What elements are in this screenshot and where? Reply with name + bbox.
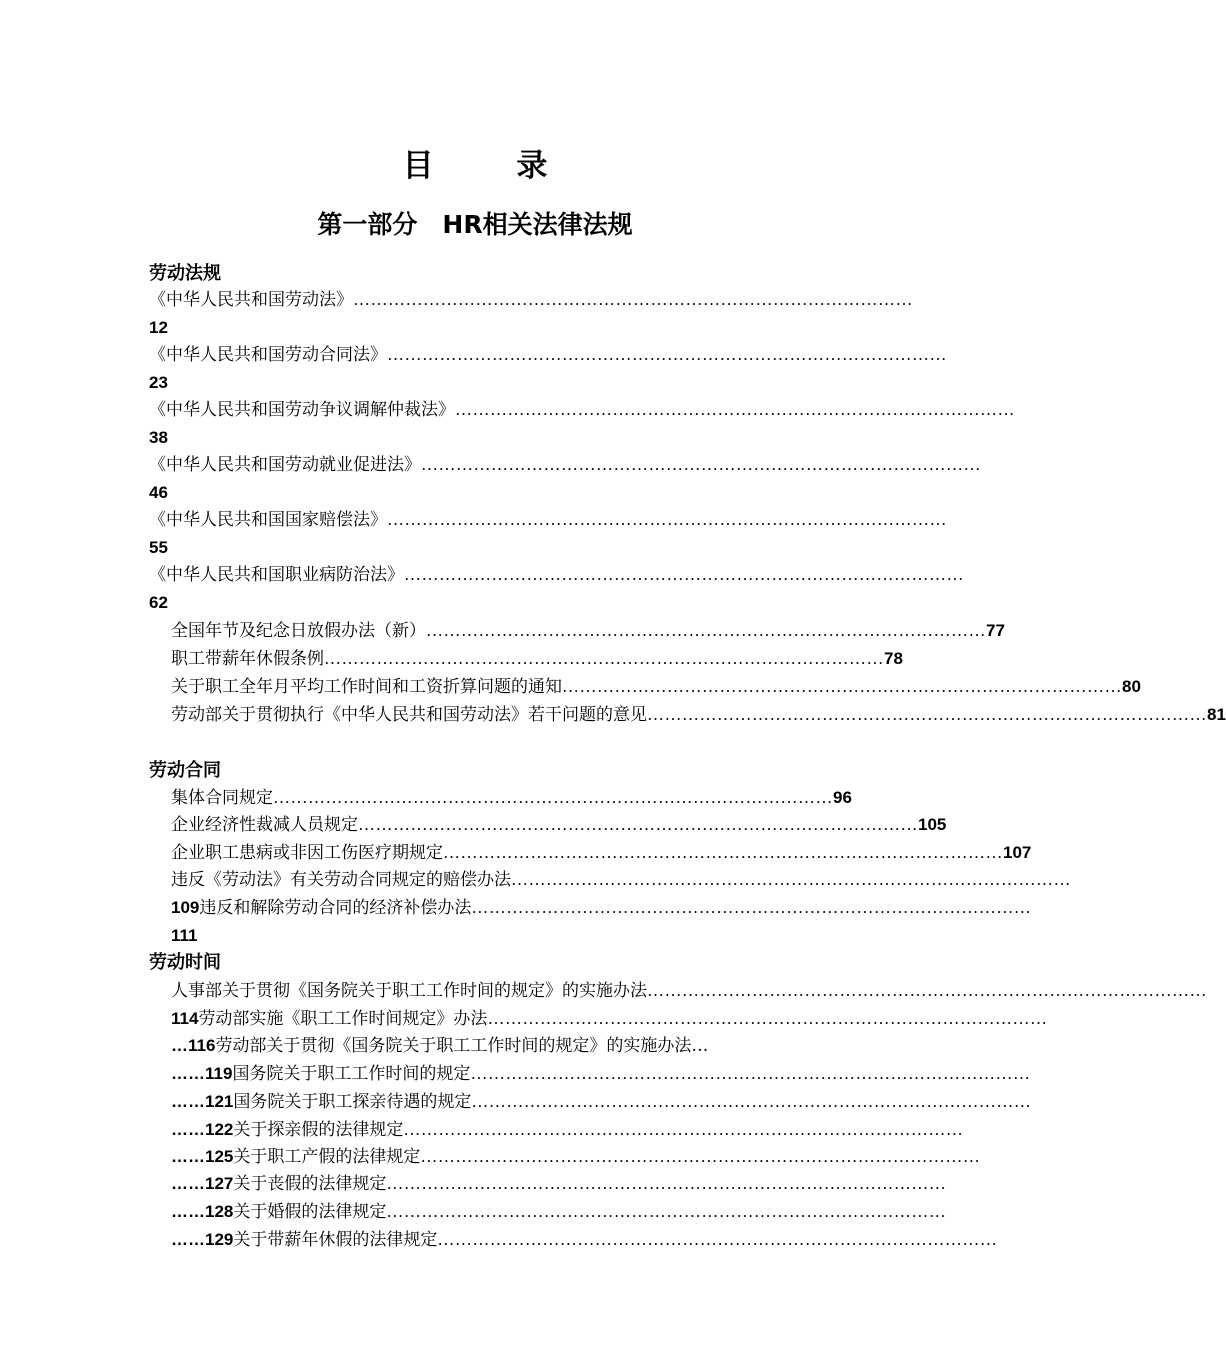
toc-entry-page: ……121 — [171, 1092, 234, 1111]
toc-entry-title: 违反和解除劳动合同的经济补偿办法 — [199, 898, 472, 918]
toc-entry[interactable] — [171, 841, 1032, 865]
toc-entry[interactable] — [171, 813, 947, 837]
toc-entry[interactable] — [171, 703, 1226, 727]
toc-entry-page: ……122 — [171, 1120, 234, 1139]
toc-entry-title: 关于婚假的法律规定 — [233, 1202, 387, 1222]
toc-entry-title: 职工带薪年休假条例 — [171, 649, 324, 669]
toc-entry[interactable] — [171, 1118, 964, 1142]
section-heading-labor-contract: 劳动合同 — [149, 760, 221, 781]
toc-entry-page: 12 — [149, 318, 168, 337]
toc-entry[interactable] — [171, 1034, 822, 1058]
toc-entry-page: 109 — [171, 898, 200, 917]
toc-entry-page: 23 — [149, 373, 168, 392]
leader-dots: …………………………………………………………………………………… — [647, 705, 1207, 724]
leader-dots: …………………………………………………………………………………… — [471, 898, 1032, 917]
toc-entry-title: 国务院关于职工工作时间的规定 — [232, 1064, 471, 1084]
toc-entry[interactable] — [149, 508, 947, 532]
section-heading-labor-laws: 劳动法规 — [149, 263, 221, 284]
toc-entry[interactable] — [171, 1228, 998, 1252]
leader-dots: …………………………………………………………………………………… — [421, 455, 981, 474]
toc-entry-title: 《中华人民共和国劳动法》 — [149, 290, 353, 310]
toc-entry-page: 105 — [918, 815, 947, 834]
toc-entry-page: ……125 — [171, 1147, 234, 1166]
toc-entry[interactable] — [171, 1172, 947, 1196]
leader-dots: …………………………………………………………………………………… — [358, 815, 918, 834]
toc-entry[interactable] — [171, 675, 1141, 699]
toc-entry-title: 企业职工患病或非因工伤医疗期规定 — [171, 843, 443, 863]
toc-entry[interactable] — [149, 398, 1015, 422]
leader-dots: …………………………………………………………………………………… — [471, 1092, 1032, 1111]
leader-dots: …………………………………………………………………………………… — [353, 290, 913, 309]
toc-entry[interactable] — [149, 288, 913, 312]
leader-dots: …………………………………………………………………………………… — [386, 1202, 947, 1221]
toc-entry-page: 111 — [171, 926, 198, 945]
toc-entry[interactable] — [171, 1145, 981, 1169]
section-heading-work-time: 劳动时间 — [149, 952, 221, 973]
toc-entry-title: 关于丧假的法律规定 — [233, 1174, 387, 1194]
toc-entry[interactable] — [171, 868, 1071, 892]
toc-entry-title: 人事部关于贯彻《国务院关于职工工作时间的规定》的实施办法 — [171, 981, 647, 1001]
toc-entry-page: …116 — [171, 1036, 216, 1055]
toc-entry-page: 55 — [149, 538, 168, 557]
toc-entry-page: 80 — [1122, 677, 1141, 696]
toc-entry-page: 107 — [1003, 843, 1032, 862]
toc-entry[interactable] — [171, 1200, 947, 1224]
toc-entry-title: 劳动部关于贯彻《国务院关于职工工作时间的规定》的实施办法… — [215, 1036, 709, 1056]
toc-entry[interactable] — [171, 1062, 1031, 1086]
part-title: 第一部分 HR相关法律法规 — [317, 210, 633, 239]
toc-entry[interactable] — [171, 647, 903, 671]
toc-entry-title: 《中华人民共和国劳动就业促进法》 — [149, 455, 421, 475]
leader-dots: …………………………………………………………………………………… — [455, 400, 1015, 419]
toc-entry-title: 违反《劳动法》有关劳动合同规定的赔偿办法 — [171, 870, 511, 890]
toc-entry-title: 全国年节及纪念日放假办法（新） — [171, 621, 426, 641]
toc-entry-page: ……129 — [171, 1230, 234, 1249]
toc-entry-page: 46 — [149, 483, 168, 502]
leader-dots: …………………………………………………………………………………… — [324, 649, 884, 668]
leader-dots: …………………………………………………………………………………… — [387, 510, 947, 529]
leader-dots: …………………………………………………………………………………… — [386, 1174, 947, 1193]
toc-entry[interactable] — [171, 1090, 1032, 1114]
leader-dots: …………………………………………………………………………………… — [403, 1120, 964, 1139]
toc-entry-title: 《中华人民共和国劳动合同法》 — [149, 345, 387, 365]
toc-entry-title: 关于带薪年休假的法律规定 — [233, 1230, 438, 1250]
toc-entry-title: 《中华人民共和国劳动争议调解仲裁法》 — [149, 400, 455, 420]
toc-entry-page: 38 — [149, 428, 168, 447]
leader-dots: …………………………………………………………………………………… — [273, 788, 833, 807]
toc-entry-title: 集体合同规定 — [171, 788, 273, 808]
toc-entry[interactable] — [171, 1007, 1048, 1031]
toc-entry-page: 114 — [171, 1009, 199, 1028]
toc-entry-title: 关于职工产假的法律规定 — [233, 1147, 421, 1167]
leader-dots: …………………………………………………………………………………… — [420, 1147, 981, 1166]
toc-entry[interactable] — [149, 343, 947, 367]
toc-entry-title: 《中华人民共和国国家赔偿法》 — [149, 510, 387, 530]
leader-dots: …………………………………………………………………………………… — [487, 1009, 1048, 1028]
toc-entry-title: 关于探亲假的法律规定 — [233, 1120, 404, 1140]
leader-dots: …………………………………………………………………………………… — [437, 1230, 998, 1249]
toc-entry-page: ……127 — [171, 1174, 234, 1193]
toc-entry[interactable] — [171, 896, 1032, 920]
toc-entry[interactable] — [149, 453, 981, 477]
toc-entry-title: 劳动部实施《职工工作时间规定》办法 — [198, 1009, 488, 1029]
toc-entry-page: 77 — [986, 621, 1005, 640]
toc-entry-title: 国务院关于职工探亲待遇的规定 — [233, 1092, 472, 1112]
leader-dots: …………………………………………………………………………………… — [647, 981, 1207, 1000]
toc-entry-page: 81 — [1207, 705, 1226, 724]
toc-entry[interactable] — [171, 786, 852, 810]
toc-entry-title: 关于职工全年月平均工作时间和工资折算问题的通知 — [171, 677, 562, 697]
toc-entry-title: 企业经济性裁减人员规定 — [171, 815, 358, 835]
toc-entry-page: 78 — [884, 649, 903, 668]
leader-dots: …………………………………………………………………………………… — [470, 1064, 1031, 1083]
toc-entry-page: 62 — [149, 593, 168, 612]
page-title: 目 录 — [402, 148, 584, 184]
toc-entry[interactable] — [171, 979, 1207, 1003]
leader-dots: …………………………………………………………………………………… — [387, 345, 947, 364]
toc-entry-page: ……128 — [171, 1202, 234, 1221]
toc-entry-title: 劳动部关于贯彻执行《中华人民共和国劳动法》若干问题的意见 — [171, 705, 647, 725]
toc-entry-page: ……119 — [171, 1064, 233, 1083]
toc-entry[interactable] — [171, 619, 1005, 643]
leader-dots: …………………………………………………………………………………… — [426, 621, 986, 640]
toc-entry-title: 《中华人民共和国职业病防治法》 — [149, 565, 404, 585]
toc-entry-page: 96 — [833, 788, 852, 807]
leader-dots: …………………………………………………………………………………… — [562, 677, 1122, 696]
toc-entry[interactable] — [149, 563, 964, 587]
leader-dots: …………………………………………………………………………………… — [511, 870, 1071, 889]
leader-dots: …………………………………………………………………………………… — [404, 565, 964, 584]
leader-dots: …………………………………………………………………………………… — [443, 843, 1003, 862]
